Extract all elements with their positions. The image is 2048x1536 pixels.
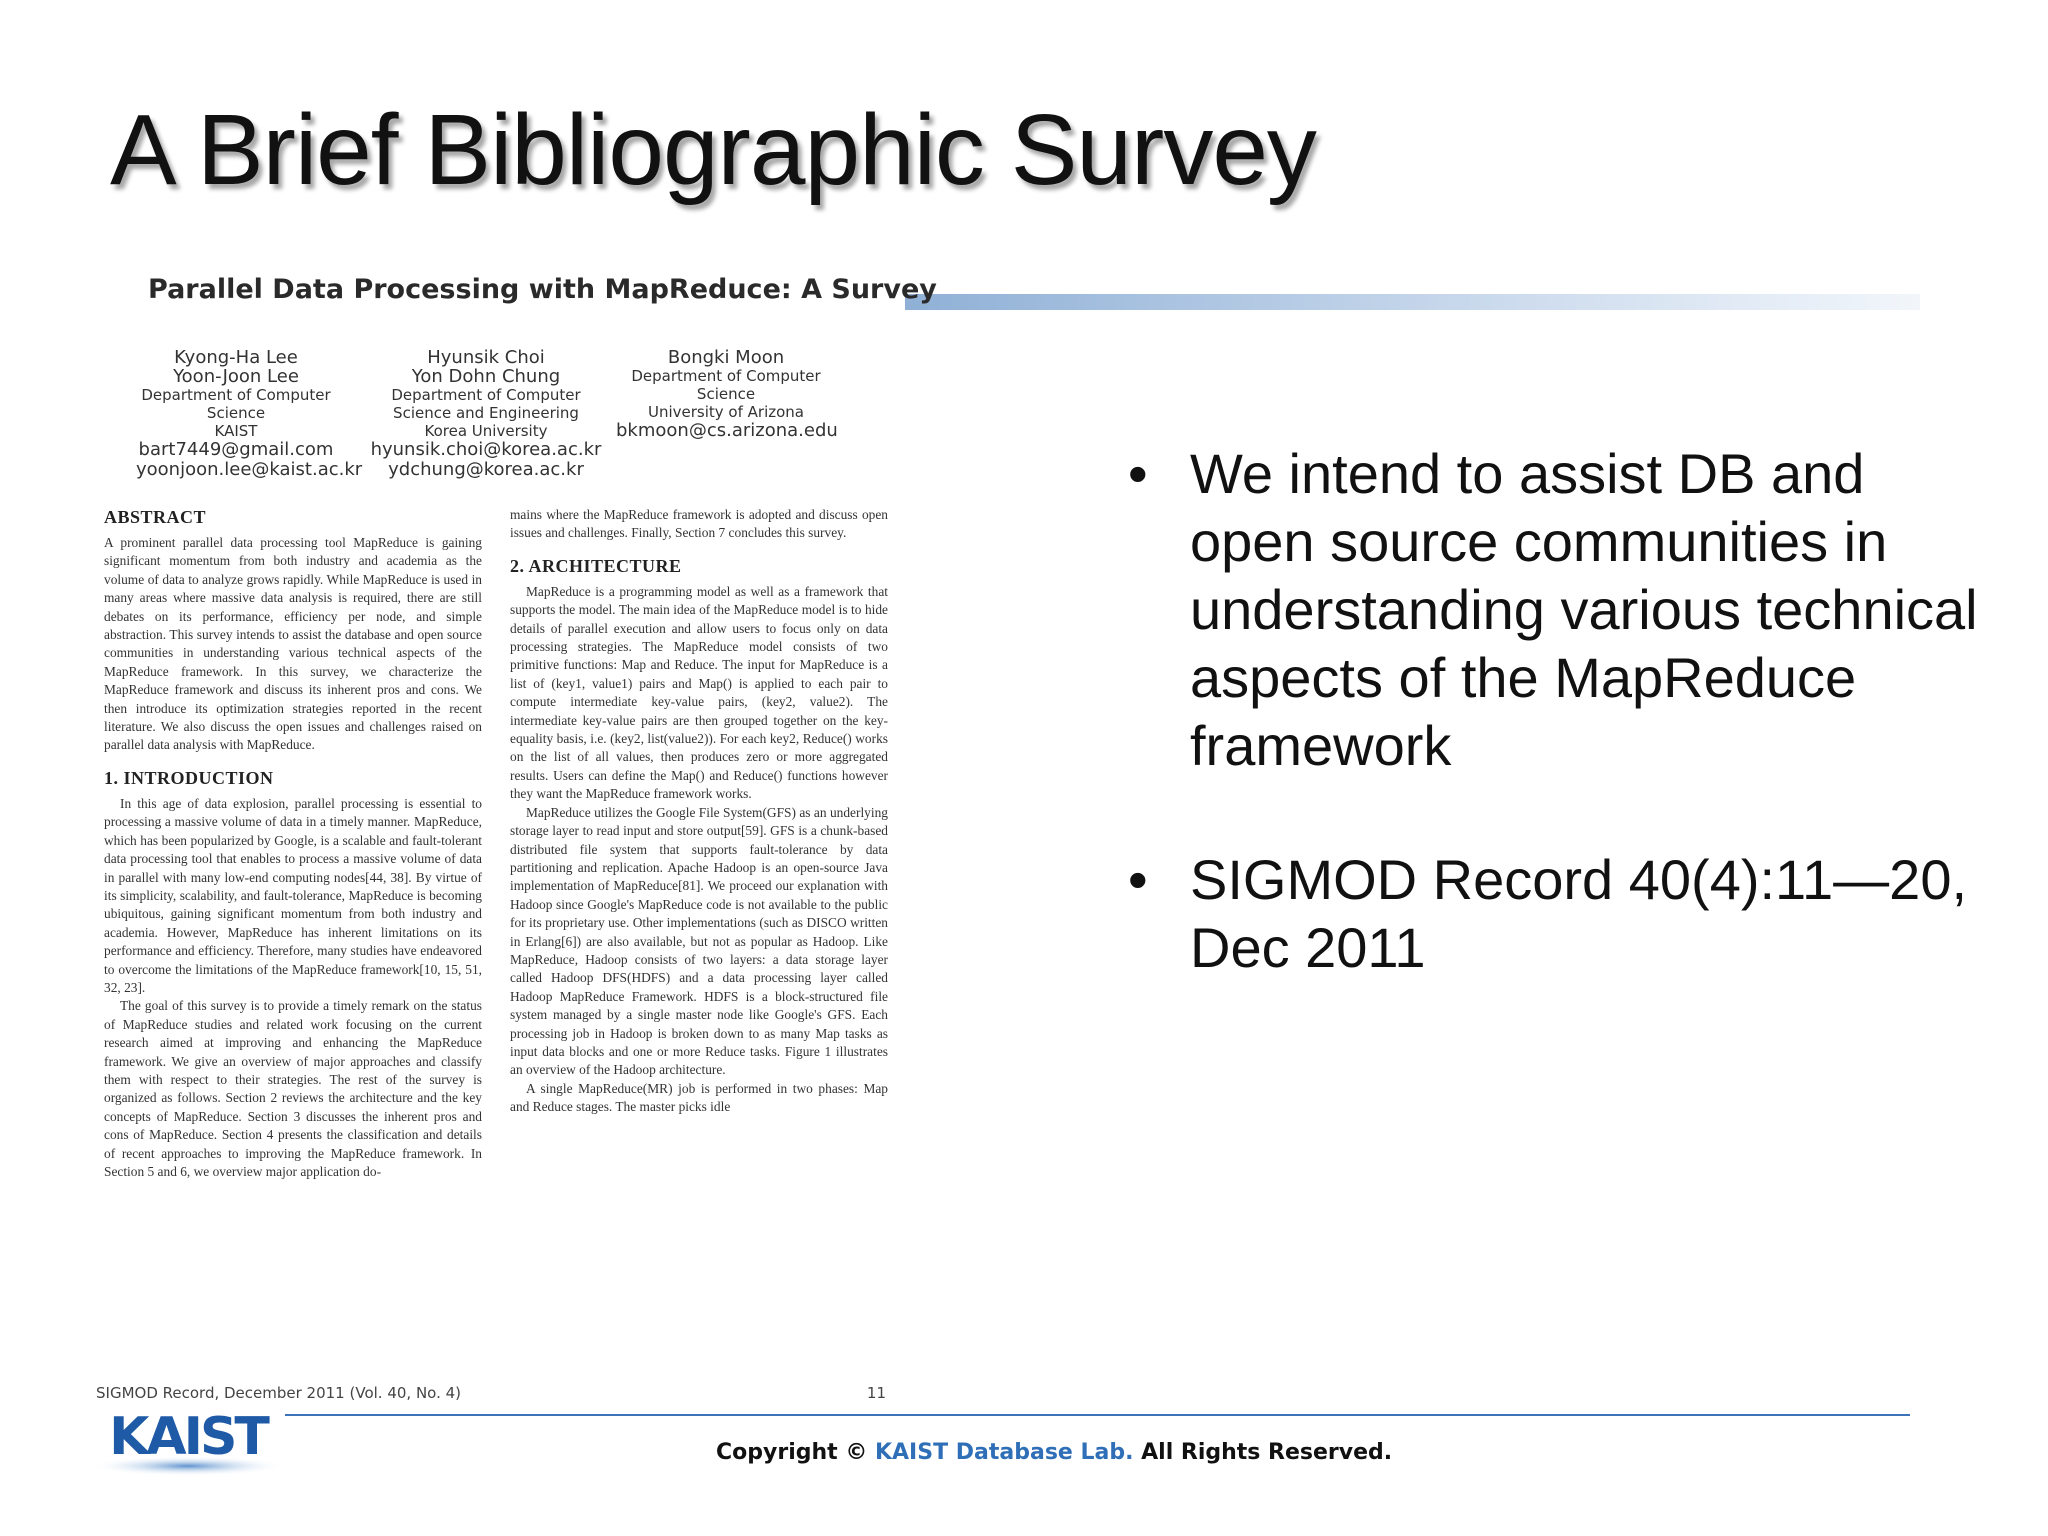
author-affiliation: University of Arizona	[647, 403, 804, 421]
bullet-item	[1120, 440, 2000, 780]
author-affiliation: Korea University	[424, 422, 548, 440]
title-divider	[905, 294, 1920, 310]
paper-authors	[96, 348, 896, 478]
author-email: yoonjoon.lee@kaist.ac.kr	[136, 459, 363, 480]
author-affiliation: Science	[696, 385, 756, 403]
bullet-marker: •	[1128, 848, 1148, 911]
author-block-3	[616, 348, 836, 441]
abstract-text: A prominent parallel data processing tool MapReduce is gaining significant momentum from both industry and academia as the volume of data to analyze grows rapidly. While MapReduce is used in many areas where massive data analysis is required, there are still debates on its performance, efficiency per node, and simple abstraction. This survey intends to assist the database and open source communities in understanding various technical aspects of the MapReduce framework. In this survey, we characterize the MapReduce framework and discuss its inherent pros and cons. We then introduce its optimization strategies reported in the recent literature. We also discuss the open issues and challenges raised on parallel data analysis with MapReduce.	[104, 535, 482, 753]
bullet-text: We intend to assist DB and open source communities in understanding various technical aspects of the MapReduce framework	[1190, 442, 1978, 777]
intro-paragraph: In this age of data explosion, parallel processing is essential to processing a massive volume of data in a timely manner. MapReduce, which has been popularized by Google, is a scalable and fault-tolerant data processing tool that enables to process a massive volume of data in parallel with many low-end computing nodes[44, 38]. By virtue of its simplicity, scalability, and fault-tolerance, MapReduce is becoming ubiquitous, gaining significant momentum from both industry and academia. However, MapReduce has inherent limitations on its performance and efficiency. Therefore, many studies have endeavored to overcome the limitations of the MapReduce framework[10, 15, 51, 32, 23].	[104, 795, 482, 995]
paper-screenshot	[96, 268, 937, 1288]
author-affiliation: Department of Computer	[631, 367, 821, 385]
paper-page-number: 11	[866, 1384, 886, 1402]
paper-column-left	[104, 506, 482, 1181]
intro-continuation: mains where the MapReduce framework is adopted and discuss open issues and challenges. Finally, Section 7 concludes this survey.	[510, 507, 888, 541]
bullet-marker: •	[1128, 442, 1148, 505]
author-name: Kyong-Ha Lee	[174, 347, 298, 368]
architecture-paragraph: A single MapReduce(MR) job is performed in two phases: Map and Reduce stages. The master picks idle	[510, 1080, 888, 1115]
intro-heading: 1. INTRODUCTION	[104, 767, 274, 788]
author-affiliation: Department of Computer	[391, 386, 581, 404]
bullet-item	[1120, 846, 2000, 982]
author-affiliation: Science	[206, 404, 266, 422]
intro-paragraph: The goal of this survey is to provide a timely remark on the status of MapReduce studies and related work focusing on the current research aimed at improving and enhancing the MapReduce framework. We give an overview of major approaches and classify them with respect to their strategies. The rest of the survey is organized as follows. Section 2 reviews the architecture and the key concepts of MapReduce. Section 3 discusses the inherent pros and cons of MapReduce. Section 4 presents the classification and details of recent approaches to improving the MapReduce framework. In Section 5 and 6, we overview major application do-	[104, 998, 482, 1179]
author-name: Yon Dohn Chung	[411, 366, 561, 387]
logo-wordmark: KAIST	[109, 1407, 267, 1467]
author-block-1	[136, 347, 363, 480]
author-email: ydchung@korea.ac.kr	[388, 459, 584, 480]
author-affiliation: Science and Engineering	[393, 404, 579, 422]
paper-title: Parallel Data Processing with MapReduce: A Survey	[148, 274, 937, 305]
bullet-list	[1120, 440, 2000, 1048]
architecture-heading: 2. ARCHITECTURE	[510, 555, 682, 576]
author-email: hyunsik.choi@korea.ac.kr	[370, 439, 602, 460]
paper-column-right	[510, 506, 888, 1117]
bullet-text: SIGMOD Record 40(4):11—20, Dec 2011	[1190, 848, 1968, 979]
author-block-2	[366, 348, 606, 480]
author-email: bkmoon@cs.arizona.edu	[616, 420, 838, 441]
abstract-heading: ABSTRACT	[104, 507, 207, 527]
copyright-prefix: Copyright ©	[716, 1440, 875, 1465]
architecture-paragraph: MapReduce is a programming model as well as a framework that supports the model. The main idea of the MapReduce model is to hide details of parallel execution and allow users to focus only on data processing strategies. The MapReduce model consists of two primitive functions: Map and Reduce. The input for MapReduce is a list of (key1, value1) pairs and Map() is applied to each pair to compute intermediate key-value pairs, (key2, value2). The intermediate key-value pairs are then grouped together on the key-equality basis, i.e. (key2, list(value2)). For each key2, Reduce() works on the list of all values, then produces zero or more aggregated results. Users can define the Map() and Reduce() functions however they want the MapReduce framework works.	[510, 583, 888, 802]
slide-title: A Brief Bibliographic Survey	[110, 94, 1316, 206]
copyright-suffix: All Rights Reserved.	[1133, 1440, 1393, 1465]
author-name: Yoon-Joon Lee	[173, 366, 299, 387]
architecture-paragraph: MapReduce utilizes the Google File System(GFS) as an underlying storage layer to read input and store output[59]. GFS is a chunk-based distributed file system that supports fault-tolerance by data partitioning and replication. Apache Hadoop is an open-source Java implementation of MapReduce[81]. We proceed our explanation with Hadoop since Google's MapReduce code is not available to the public for its proprietary use. Other implementations (such as DISCO written in Erlang[6]) are also available, but not as popular as Hadoop. Like MapReduce, Hadoop consists of two layers: a data storage layer called Hadoop DFS(HDFS) and a data processing layer called Hadoop MapReduce Framework. HDFS is a block-structured file system managed by a single master node like Google's GFS. Each processing job in Hadoop is broken down to as many Map tasks as input data blocks and one or more Reduce tasks. Figure 1 illustrates an overview of the Hadoop architecture.	[510, 804, 888, 1078]
paper-footer	[96, 1384, 886, 1402]
footer-divider	[285, 1414, 1910, 1416]
author-name: Bongki Moon	[667, 347, 785, 368]
copyright-lab: KAIST Database Lab.	[874, 1440, 1134, 1465]
author-email: bart7449@gmail.com	[138, 439, 334, 460]
copyright-notice	[716, 1440, 1392, 1465]
author-affiliation: Department of Computer	[141, 386, 331, 404]
author-name: Hyunsik Choi	[427, 347, 545, 368]
author-affiliation: KAIST	[214, 422, 258, 440]
paper-citation: SIGMOD Record, December 2011 (Vol. 40, No. 4)	[96, 1384, 462, 1402]
kaist-logo	[88, 1404, 288, 1480]
